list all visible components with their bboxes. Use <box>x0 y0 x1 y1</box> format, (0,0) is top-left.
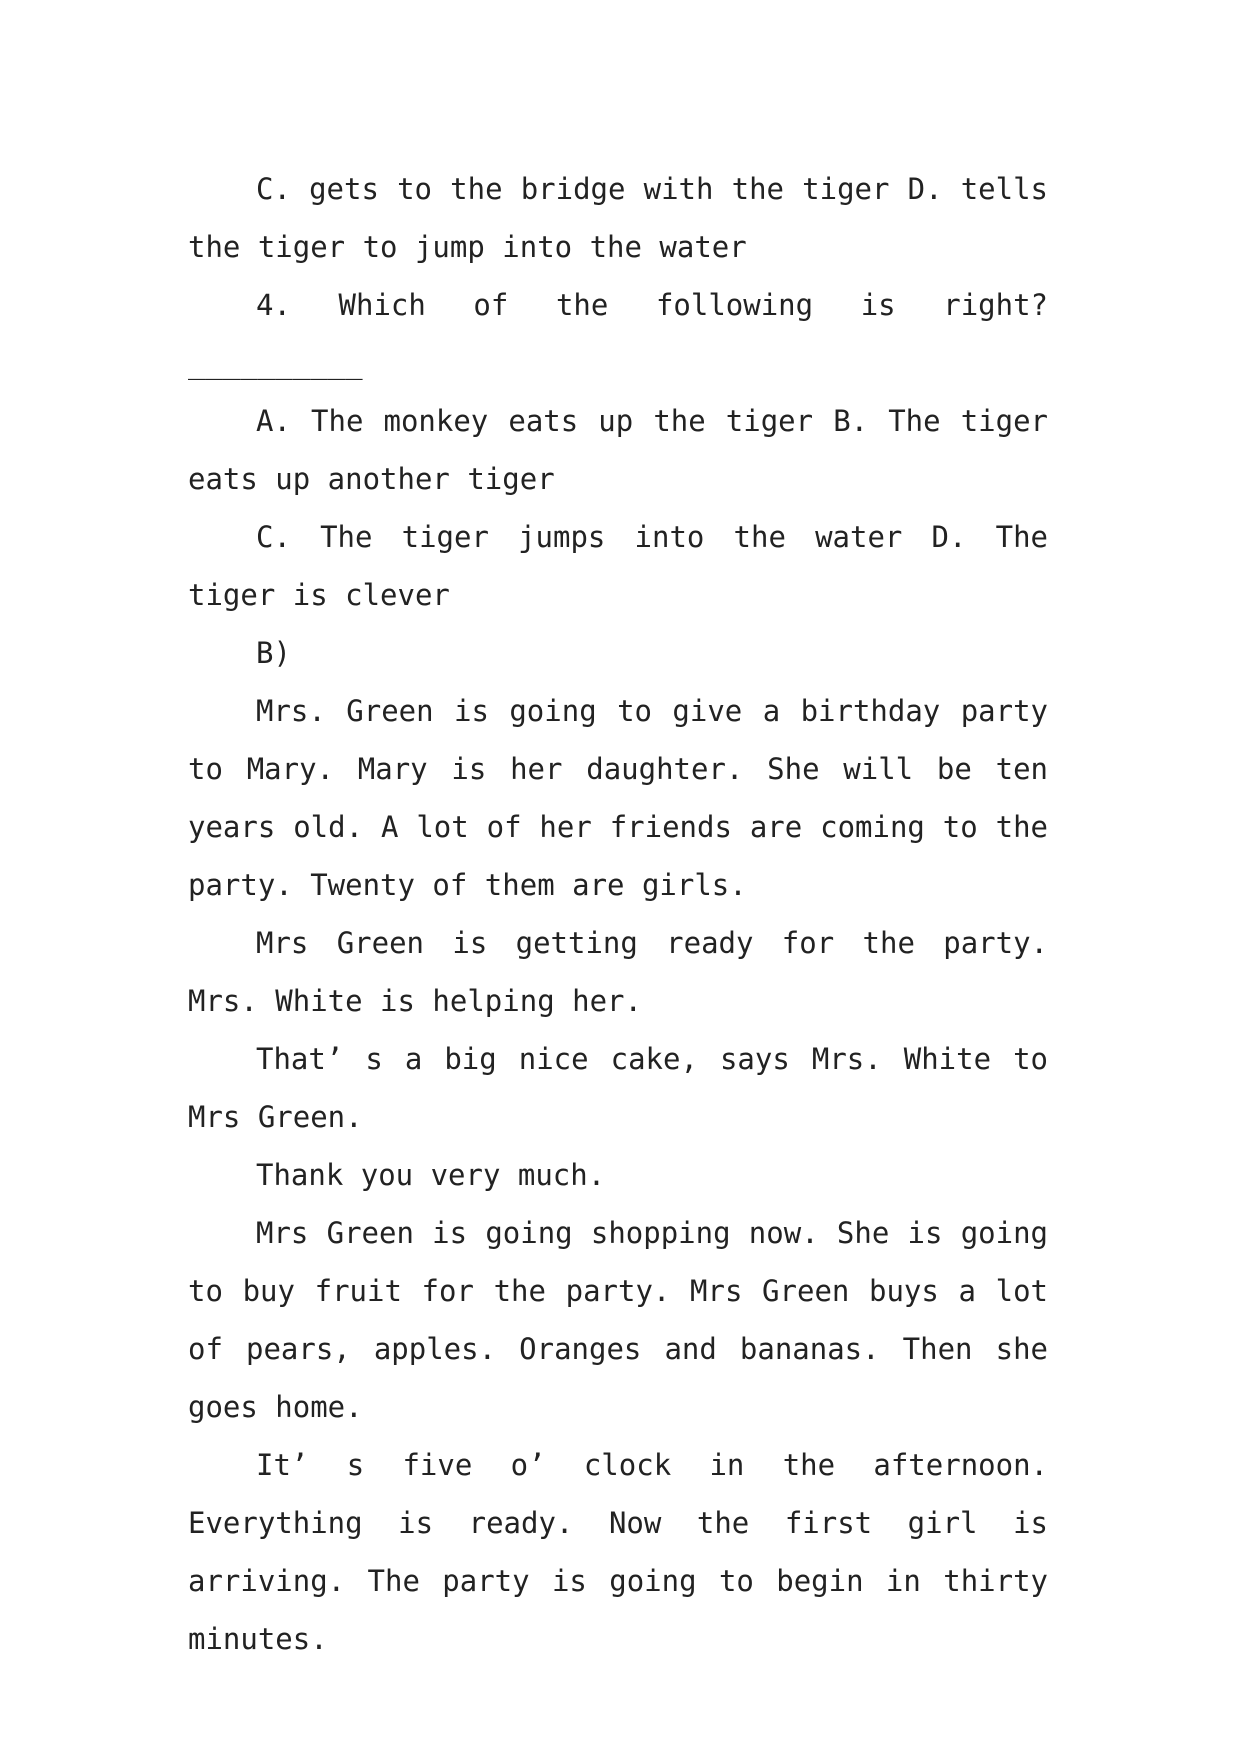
question-3-options-cd: C. gets to the bridge with the tiger D. tells the tiger to jump into the water <box>188 172 1048 264</box>
passage-paragraph: Mrs Green is getting ready for the party. Mrs. White is helping her. <box>188 926 1048 1018</box>
passage-paragraph: It’ s five o’ clock in the afternoon. Everything is ready. Now the first girl is arriving. The party is going to begin in thirty minutes. <box>188 1448 1048 1656</box>
question-4-prompt: 4. Which of the following is right? __________ <box>188 288 1048 380</box>
question-4-options-ab: A. The monkey eats up the tiger B. The tiger eats up another tiger <box>188 404 1048 496</box>
section-heading-b: B) <box>256 636 291 670</box>
passage-paragraph: Mrs. Green is going to give a birthday party to Mary. Mary is her daughter. She will be ten years old. A lot of her friends are coming to the party. Twenty of them are girls. <box>188 694 1048 902</box>
passage-paragraph: Thank you very much. <box>256 1158 606 1192</box>
passage-paragraph: Mrs Green is going shopping now. She is going to buy fruit for the party. Mrs Green buys a lot of pears, apples. Oranges and bananas. Then she goes home. <box>188 1216 1048 1424</box>
passage-paragraph: That’ s a big nice cake, says Mrs. White to Mrs Green. <box>188 1042 1048 1134</box>
question-4-options-cd: C. The tiger jumps into the water D. The tiger is clever <box>188 520 1048 612</box>
document-page <box>188 160 1048 1668</box>
